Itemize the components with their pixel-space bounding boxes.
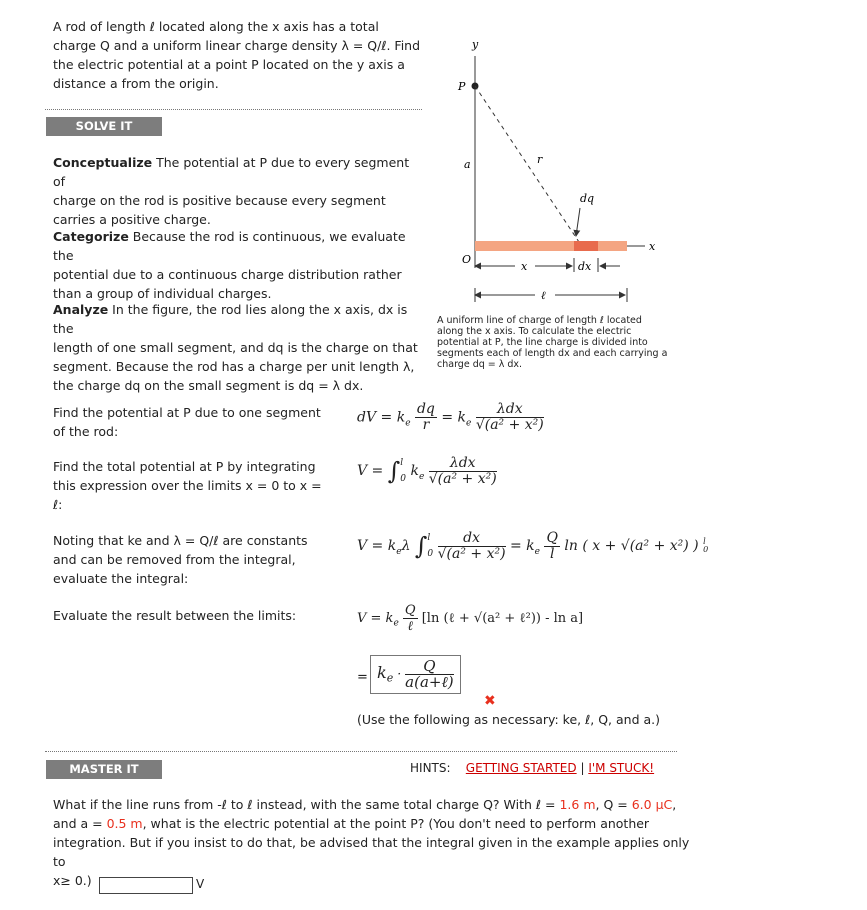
im-stuck-link[interactable]: I'M STUCK! [588, 761, 655, 775]
dq-label: dq [580, 192, 595, 205]
categorize-text: potential due to a continuous charge distribution rather [53, 267, 402, 282]
analyze-text: segment. Because the rod has a charge per unit length λ, [53, 359, 415, 374]
hints-bar [410, 761, 654, 775]
y-axis-label: y [472, 38, 479, 51]
r-label: r [537, 153, 543, 166]
p-label: P [458, 80, 466, 93]
categorize-heading: Categorize [53, 229, 129, 244]
step-three-text: Noting that ke and λ = Q/ℓ are constants and can be removed from the integral, evaluate the integral: [53, 533, 308, 586]
ell-value: 1.6 m [559, 797, 596, 812]
figure-caption: A uniform line of charge of length ℓ located along the x axis. To calculate the electric potential at P, the line charge is divided into segments each of length dx and each carrying a charge dq = λ dx. [437, 315, 668, 370]
charge-value: 6.0 μC [631, 797, 673, 812]
rod-figure [430, 30, 680, 310]
hint-separator: | [580, 761, 585, 775]
problem-statement [53, 17, 423, 93]
conceptualize-text: carries a positive charge. [53, 212, 211, 227]
categorize-block [53, 227, 423, 303]
solve-it-header: SOLVE IT [46, 117, 162, 136]
dx-label: dx [578, 260, 592, 273]
step-four-text: Evaluate the result between the limits: [53, 608, 297, 623]
a-value: 0.5 m [106, 816, 143, 831]
analyze-text: In the figure, the rod lies along the x axis, dx is the [53, 302, 408, 336]
conceptualize-text: The potential at P due to every segment of [53, 155, 410, 189]
analyze-text: the charge dq on the small segment is dq = λ dx. [53, 378, 364, 393]
x-axis-label: x [649, 240, 656, 253]
equation-total-potential: V = ∫ l 0 $k_e$ $\frac{\text{λdx}}{\text{√(a² + x²)}}$ [357, 454, 497, 487]
x-distance-label: x [521, 260, 528, 273]
step-two-text: Find the total potential at P by integrating this expression over the limits x = 0 to x = ℓ: [53, 459, 322, 512]
hints-label: HINTS: [410, 761, 451, 775]
length-label: ℓ [541, 289, 546, 302]
potential-answer-input[interactable] [99, 877, 193, 894]
equation-limits: $V = k_e$ $\frac{Q}{\text{ℓ}}$ [ln (ℓ + √(a² + ℓ²)) - ln a] [357, 603, 584, 634]
problem-line: the electric potential at a point P located on the y axis a [53, 57, 405, 72]
r-line [475, 86, 579, 242]
origin-label: O [462, 253, 472, 266]
dq-arrow [576, 208, 580, 236]
problem-line: distance a from the origin. [53, 76, 219, 91]
conceptualize-text: charge on the rod is positive because every segment [53, 193, 386, 208]
a-label: a [464, 158, 471, 171]
equation-segment-potential: dV = $k_e$ $\frac{dq}{r}$ = $k_e$ $\frac{\text{λdx}}{\text{√(a² + x²)}}$ [357, 401, 544, 433]
analyze-heading: Analyze [53, 302, 109, 317]
analyze-block [53, 300, 423, 395]
divider [45, 109, 422, 110]
incorrect-icon: ✖ [484, 693, 496, 709]
categorize-text: than a group of individual charges. [53, 286, 272, 301]
analyze-text: length of one small segment, and dq is the charge on that [53, 340, 418, 355]
equation-integral-evaluated: $V = k_e\lambda$ ∫ l 0 $\frac{dx}{\text{√(a² + x²)}}$ = $k_e$ $\frac{Q}{l}$ ln ( x + √(a² + x²) ) l 0 [357, 529, 709, 562]
answer-variables-hint: (Use the following as necessary: ke, ℓ, Q, and a.) [357, 712, 661, 727]
problem-line: A rod of length ℓ located along the x axis has a total [53, 19, 379, 34]
categorize-text: Because the rod is continuous, we evaluate the [53, 229, 406, 263]
unit-label: V [196, 877, 205, 891]
divider [45, 751, 677, 752]
getting-started-link[interactable]: GETTING STARTED [465, 761, 577, 775]
rod-segment-dq [574, 241, 598, 251]
master-it-question: What if the line runs from -ℓ to ℓ instead, with the same total charge Q? With ℓ = 1.6 m, Q = 6.0 μC, and a = 0.5 m, what is the electric potential at the point P? (You don't need to perform another integration. But if you insist to do that, be advised that the integral given in the example applies only to x≥ 0.) [53, 797, 690, 888]
conceptualize-heading: Conceptualize [53, 155, 153, 170]
charged-rod [475, 241, 627, 251]
problem-line: charge Q and a uniform linear charge density λ = Q/ℓ. Find [53, 38, 421, 53]
equals-sign: = [357, 670, 368, 685]
conceptualize-block [53, 153, 423, 229]
step-one-text: Find the potential at P due to one segment of the rod: [53, 405, 321, 439]
answer-field[interactable]: $k_e$ · $\frac{Q}{\text{a(a+ℓ)}}$ [370, 655, 461, 694]
master-it-header: MASTER IT [46, 760, 162, 779]
